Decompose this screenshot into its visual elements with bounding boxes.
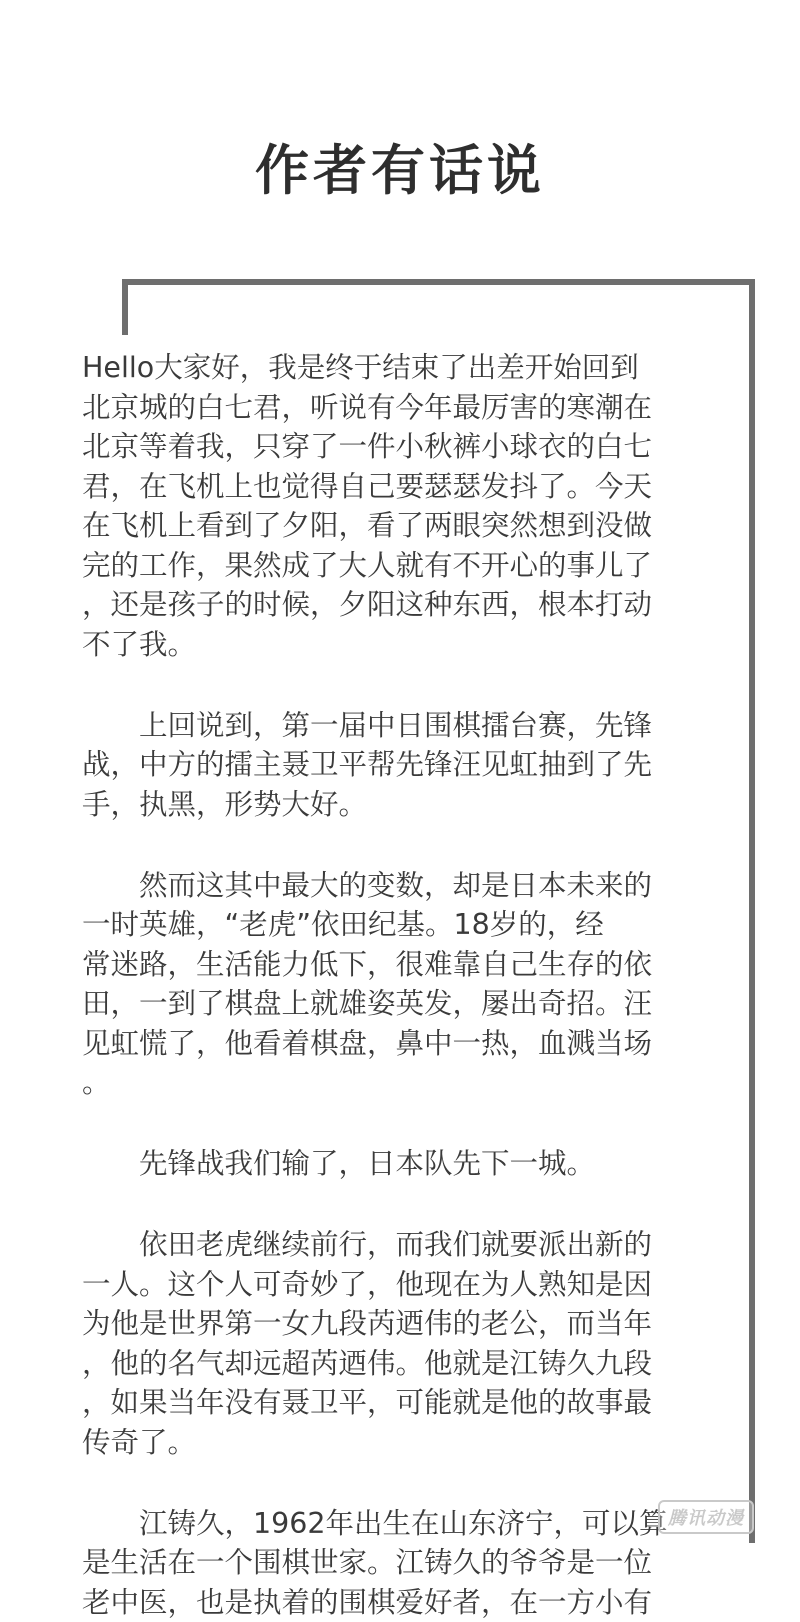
text-line: 。 [82, 1063, 734, 1103]
text-line: 先锋战我们输了，日本队先下一城。 [82, 1144, 734, 1184]
paragraph [82, 866, 734, 1103]
paragraph-gap [82, 1462, 734, 1504]
text-line: 完的工作，果然成了大人就有不开心的事儿了 [82, 546, 734, 586]
paragraph-gap [82, 664, 734, 706]
text-line: 田，一到了棋盘上就雄姿英发，屡出奇招。汪 [82, 984, 734, 1024]
text-line: 然而这其中最大的变数，却是日本未来的 [82, 866, 734, 906]
frame-left-border [122, 279, 128, 335]
frame-right-border [749, 279, 755, 1543]
watermark-logo: 腾讯动漫 [658, 1500, 754, 1534]
text-line: ，他的名气却远超芮迺伟。他就是江铸久九段 [82, 1344, 734, 1384]
paragraph [82, 1144, 734, 1184]
paragraph [82, 706, 734, 825]
text-line: 是生活在一个围棋世家。江铸久的爷爷是一位 [82, 1543, 734, 1583]
text-line: ，如果当年没有聂卫平，可能就是他的故事最 [82, 1383, 734, 1423]
text-line: 战，中方的擂主聂卫平帮先锋汪见虹抽到了先 [82, 745, 734, 785]
text-line: 一人。这个人可奇妙了，他现在为人熟知是因 [82, 1265, 734, 1305]
text-line: 北京城的白七君，听说有今年最厉害的寒潮在 [82, 388, 734, 428]
text-line: ，还是孩子的时候，夕阳这种东西，根本打动 [82, 585, 734, 625]
text-line: 老中医，也是执着的围棋爱好者，在一方小有 [82, 1583, 734, 1622]
text-line: 传奇了。 [82, 1423, 734, 1463]
page-title: 作者有话说 [0, 128, 800, 205]
text-line: 见虹慌了，他看着棋盘，鼻中一热，血溅当场 [82, 1024, 734, 1064]
paragraph-gap [82, 824, 734, 866]
text-line: 在飞机上看到了夕阳，看了两眼突然想到没做 [82, 506, 734, 546]
text-line: 常迷路，生活能力低下，很难靠自己生存的依 [82, 945, 734, 985]
text-line: 一时英雄，“老虎”依田纪基。18岁的，经 [82, 905, 734, 945]
text-line: 不了我。 [82, 625, 734, 665]
text-line: 手，执黑，形势大好。 [82, 785, 734, 825]
text-line: 依田老虎继续前行，而我们就要派出新的 [82, 1225, 734, 1265]
paragraph [82, 1504, 734, 1622]
text-line: 江铸久，1962年出生在山东济宁，可以算 [82, 1504, 734, 1544]
frame-top-border [122, 279, 755, 285]
text-line: 为他是世界第一女九段芮迺伟的老公，而当年 [82, 1304, 734, 1344]
paragraph-gap [82, 1184, 734, 1226]
article-body [82, 348, 734, 1622]
paragraph [82, 348, 734, 664]
paragraph-gap [82, 1103, 734, 1145]
text-line: 北京等着我，只穿了一件小秋裤小球衣的白七 [82, 427, 734, 467]
paragraph [82, 1225, 734, 1462]
text-line: 上回说到，第一届中日围棋擂台赛，先锋 [82, 706, 734, 746]
text-line: 君，在飞机上也觉得自己要瑟瑟发抖了。今天 [82, 467, 734, 507]
text-line: Hello大家好，我是终于结束了出差开始回到 [82, 348, 734, 388]
